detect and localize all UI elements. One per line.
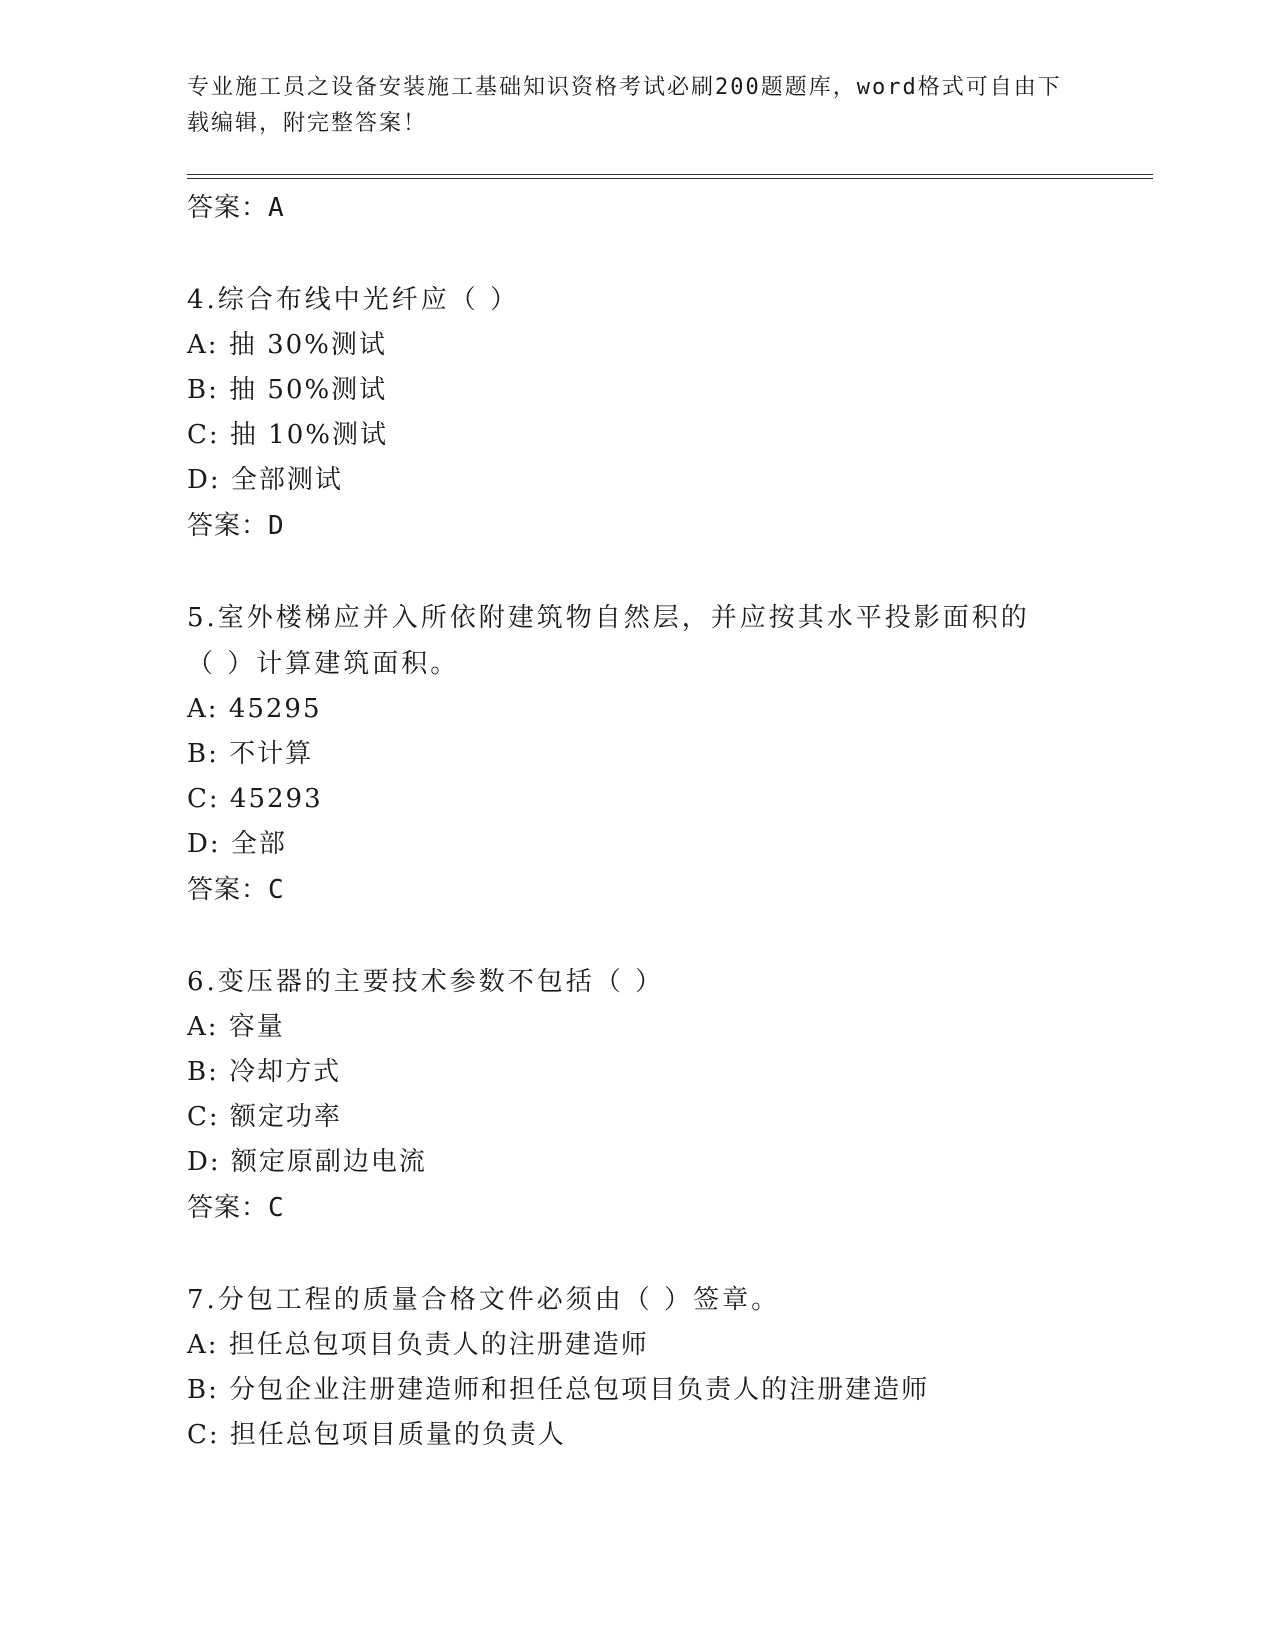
question-text: 6.变压器的主要技术参数不包括（ ） xyxy=(187,967,665,997)
header-divider xyxy=(187,174,1153,179)
question-text: 4.综合布线中光纤应（ ） xyxy=(187,285,520,315)
answer-line: 答案：C xyxy=(187,1193,285,1223)
option-c: C: 额定功率 xyxy=(187,1102,342,1132)
answer-line: 答案：A xyxy=(187,193,285,223)
option-a: A: 容量 xyxy=(187,1012,285,1042)
option-b: B: 冷却方式 xyxy=(187,1057,342,1087)
question-block xyxy=(187,595,1152,913)
option-d: D: 额定原副边电流 xyxy=(187,1147,427,1177)
option-b: B: 抽 50%测试 xyxy=(187,375,388,405)
question-block xyxy=(187,1277,1152,1458)
option-a: A: 45295 xyxy=(187,694,322,724)
option-b: B: 不计算 xyxy=(187,739,314,769)
option-d: D: 全部测试 xyxy=(187,465,343,495)
option-d: D: 全部 xyxy=(187,829,287,859)
question-text: 7.分包工程的质量合格文件必须由（ ）签章。 xyxy=(187,1285,781,1315)
question-text: 5.室外楼梯应并入所依附建筑物自然层，并应按其水平投影面积的（ ）计算建筑面积。 xyxy=(187,603,1030,679)
option-c: C: 抽 10%测试 xyxy=(187,420,388,450)
document-page xyxy=(187,70,1152,1458)
question-block xyxy=(187,959,1152,1231)
question-block xyxy=(187,277,1152,549)
option-a: A: 担任总包项目负责人的注册建造师 xyxy=(187,1330,649,1360)
answer-line: 答案：C xyxy=(187,875,285,905)
option-c: C: 担任总包项目质量的负责人 xyxy=(187,1420,566,1450)
answer-line: 答案：D xyxy=(187,511,285,541)
document-header-title: 专业施工员之设备安装施工基础知识资格考试必刷200题题库，word格式可自由下载编辑，附完整答案！ xyxy=(187,75,1062,136)
option-a: A: 抽 30%测试 xyxy=(187,330,387,360)
option-c: C: 45293 xyxy=(187,784,323,814)
option-b: B: 分包企业注册建造师和担任总包项目负责人的注册建造师 xyxy=(187,1375,930,1405)
